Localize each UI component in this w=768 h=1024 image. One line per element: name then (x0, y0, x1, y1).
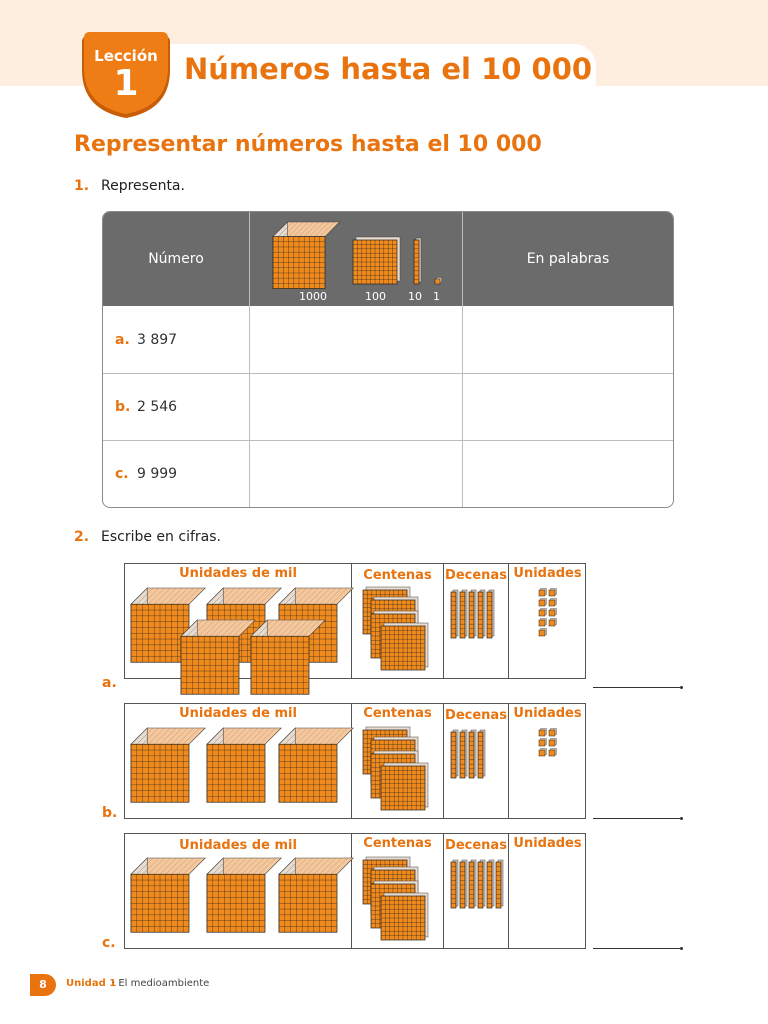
cube-face (207, 874, 265, 932)
unit-cube (549, 599, 557, 607)
page-number: 8 (30, 974, 56, 996)
rod-face (469, 862, 474, 908)
item-b-box (124, 703, 586, 819)
unit-cube (435, 278, 442, 285)
unit-cube (539, 629, 547, 637)
rod-face (414, 240, 419, 284)
row-c-value: 9 999 (137, 466, 178, 482)
block-label-1000: 1000 (299, 290, 327, 303)
item-c-answer-line[interactable] (593, 948, 680, 949)
ten-rod (469, 590, 476, 638)
column-number-header: Número (148, 251, 204, 267)
rod-face (478, 592, 483, 638)
thousand-cube (273, 222, 340, 289)
rod-face (451, 862, 456, 908)
rod-face (469, 732, 474, 778)
row-b-value: 2 546 (137, 399, 178, 415)
rod-face (496, 862, 501, 908)
hundred-flat (381, 893, 428, 940)
base-ten-blocks-icon (269, 216, 449, 292)
cube-face (131, 874, 189, 932)
item-b-answer-line[interactable] (593, 818, 680, 819)
rod-face (460, 862, 465, 908)
rod-face (451, 732, 456, 778)
rod-face (469, 592, 474, 638)
rod-face (478, 732, 483, 778)
unit-cube (549, 749, 557, 757)
rod-face (451, 592, 456, 638)
thousand-cube (207, 858, 281, 932)
cube-face (251, 636, 309, 694)
item-c-letter: c. (102, 935, 116, 951)
cube-face (279, 744, 337, 802)
item-c-box (124, 833, 586, 949)
item-a-box (124, 563, 586, 679)
rod-face (487, 592, 492, 638)
cube-face (131, 604, 189, 662)
hundred-flat (353, 237, 400, 284)
question-2-number: 2. (74, 529, 90, 545)
header-hundreds: Centenas (363, 568, 432, 583)
ten-rod (487, 590, 494, 638)
block-label-10: 10 (408, 290, 422, 303)
ten-rod (460, 860, 467, 908)
header-tens: Decenas (445, 568, 507, 583)
page-title: Números hasta el 10 000 (184, 52, 593, 86)
thousand-cube (207, 728, 281, 802)
header-units: Unidades (513, 706, 582, 721)
ten-rod (469, 730, 476, 778)
item-c-blocks-icon (125, 834, 587, 950)
unit-cube (539, 589, 547, 597)
ten-rod (451, 730, 458, 778)
hundred-flat (381, 763, 428, 810)
representation-table (102, 211, 674, 508)
ten-rod (478, 730, 485, 778)
item-a-blocks-icon (125, 564, 587, 680)
unit-cube (539, 599, 547, 607)
lesson-label: Lección (94, 47, 158, 65)
unit-cube (549, 589, 557, 597)
hundred-flat (381, 623, 428, 670)
footer-subtitle: · El medioambiente (112, 978, 210, 989)
row-b-letter: b. (115, 399, 131, 415)
header-thousands: Unidades de mil (179, 706, 297, 721)
cube-face (273, 237, 325, 289)
header-thousands: Unidades de mil (179, 838, 297, 853)
header-hundreds: Centenas (363, 836, 432, 851)
header-tens: Decenas (445, 838, 507, 853)
cube-face (131, 744, 189, 802)
row-a-letter: a. (115, 332, 130, 348)
thousand-cube (131, 728, 205, 802)
block-label-1: 1 (433, 290, 440, 303)
flat-face (381, 766, 425, 810)
unit-cube (539, 619, 547, 627)
ten-rod (460, 590, 467, 638)
question-1-text: Representa. (101, 178, 185, 194)
row-a-value: 3 897 (137, 332, 178, 348)
ten-rod (478, 860, 485, 908)
header-units: Unidades (513, 836, 582, 851)
unit-cube (539, 739, 547, 747)
column-words-header: En palabras (526, 251, 610, 267)
row-c-letter: c. (115, 466, 129, 482)
unit-cube (549, 729, 557, 737)
ten-rod (460, 730, 467, 778)
block-label-100: 100 (365, 290, 386, 303)
unit-cube (539, 609, 547, 617)
item-b-blocks-icon (125, 704, 587, 820)
flat-face (353, 240, 397, 284)
thousand-cube (131, 858, 205, 932)
unit-cube (539, 749, 547, 757)
ten-rod (496, 860, 503, 908)
header-thousands: Unidades de mil (179, 566, 297, 581)
unit-cube (549, 619, 557, 627)
cube-face (181, 636, 239, 694)
item-b-letter: b. (102, 805, 118, 821)
rod-face (460, 732, 465, 778)
question-2-text: Escribe en cifras. (101, 529, 221, 545)
ten-rod (414, 238, 421, 284)
ten-rod (451, 590, 458, 638)
thousand-cube (279, 858, 353, 932)
footer-unit: Unidad 1 (66, 978, 117, 989)
ten-rod (451, 860, 458, 908)
lesson-number: 1 (113, 63, 139, 104)
header-tens: Decenas (445, 708, 507, 723)
question-1-number: 1. (74, 178, 90, 194)
ten-rod (478, 590, 485, 638)
thousand-cube (279, 728, 353, 802)
flat-face (381, 896, 425, 940)
rod-face (460, 592, 465, 638)
unit-cube (549, 739, 557, 747)
unit-cube (539, 729, 547, 737)
item-a-answer-line[interactable] (593, 687, 680, 688)
section-title: Representar números hasta el 10 000 (74, 132, 542, 157)
header-hundreds: Centenas (363, 706, 432, 721)
rod-face (478, 862, 483, 908)
rod-face (487, 862, 492, 908)
header-units: Unidades (513, 566, 582, 581)
ten-rod (487, 860, 494, 908)
item-a-letter: a. (102, 675, 117, 691)
ten-rod (469, 860, 476, 908)
flat-face (381, 626, 425, 670)
cube-face (279, 874, 337, 932)
cube-face (207, 744, 265, 802)
unit-cube (549, 609, 557, 617)
